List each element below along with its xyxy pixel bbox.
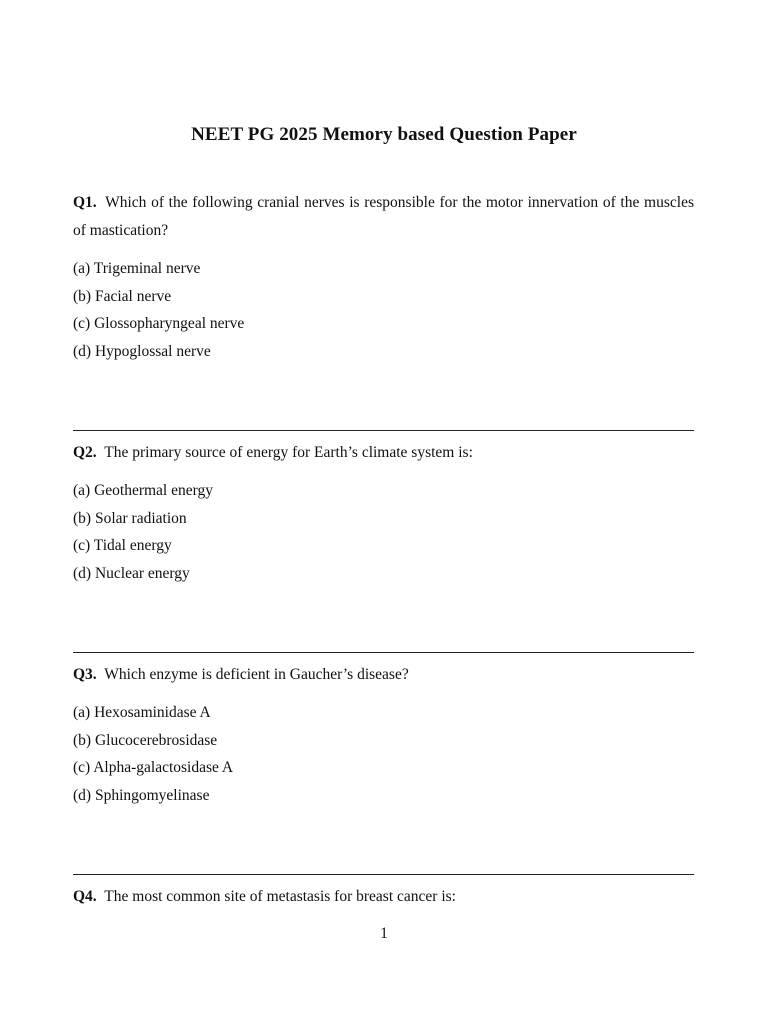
option-d: (d) Sphingomyelinase [73, 786, 210, 804]
option-c: (c) Glossopharyngeal nerve [73, 315, 245, 332]
option-a: (a) Hexosaminidase A [73, 704, 211, 721]
separator-rule [73, 652, 694, 653]
question-number: Q3. [73, 666, 97, 683]
question-number: Q1. [73, 194, 97, 211]
question-1 [73, 189, 694, 365]
question-3 [73, 661, 694, 809]
option-c: (c) Alpha-galactosidase A [73, 759, 234, 776]
option-b: (b) Solar radiation [73, 509, 187, 527]
question-text [73, 439, 694, 467]
page-number: 1 [380, 925, 388, 942]
option-a: (a) Trigeminal nerve [73, 260, 201, 277]
question-text [73, 883, 694, 911]
option-list [73, 699, 694, 809]
question-body: Which of the following cranial nerves is responsible for the motor innervation of the muscles of mastication? [73, 194, 694, 239]
option-d: (d) Nuclear energy [73, 564, 190, 582]
option-c: (c) Tidal energy [73, 537, 172, 554]
question-number: Q4. [73, 888, 97, 905]
separator-rule [73, 430, 694, 431]
question-text [73, 661, 694, 689]
option-a: (a) Geothermal energy [73, 482, 214, 499]
question-body: Which enzyme is deficient in Gaucher’s disease? [104, 666, 409, 683]
question-body: The primary source of energy for Earth’s climate system is: [104, 444, 473, 461]
option-b: (b) Glucocerebrosidase [73, 731, 218, 749]
option-b: (b) Facial nerve [73, 287, 172, 305]
option-d: (d) Hypoglossal nerve [73, 342, 211, 360]
question-number: Q2. [73, 444, 97, 461]
question-2 [73, 439, 694, 587]
option-list [73, 255, 694, 365]
question-text [73, 189, 694, 245]
question-4 [73, 883, 694, 911]
option-list [73, 477, 694, 587]
separator-rule [73, 874, 694, 875]
page-title: NEET PG 2025 Memory based Question Paper [191, 124, 577, 145]
question-body: The most common site of metastasis for breast cancer is: [104, 888, 456, 905]
